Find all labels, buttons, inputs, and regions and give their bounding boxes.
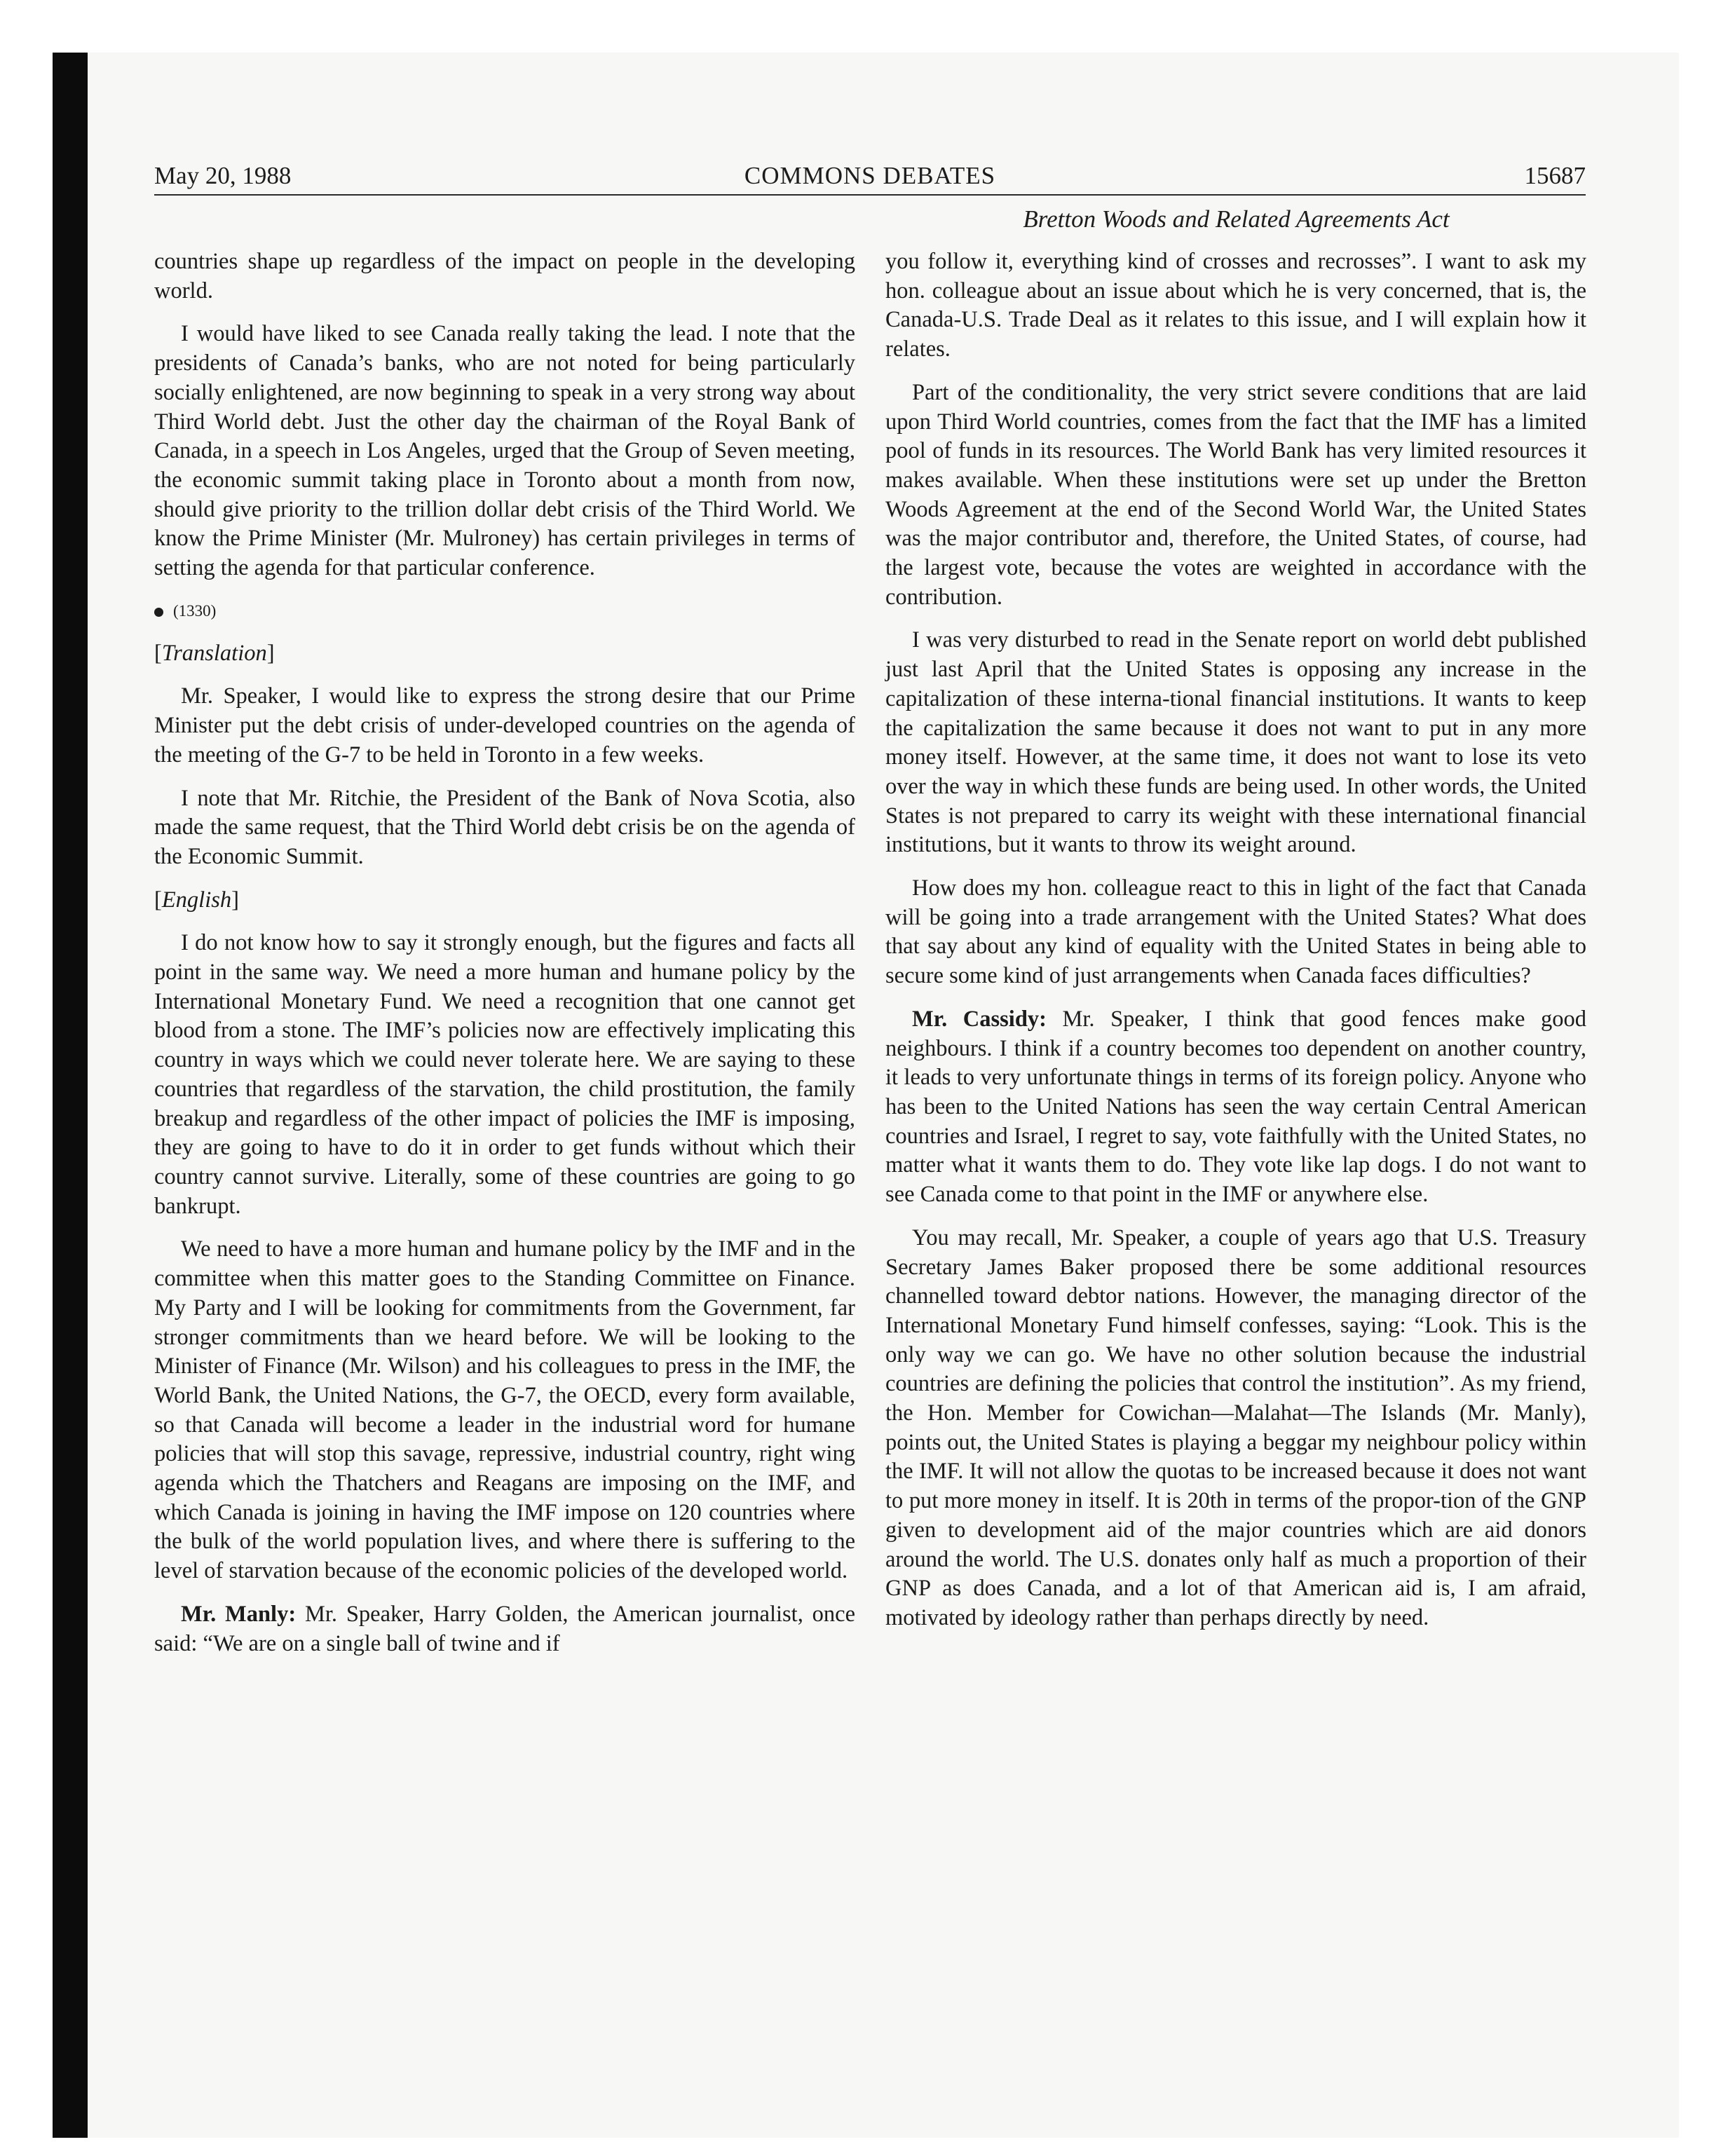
speech-paragraph	[154, 1600, 855, 1658]
paragraph: You may recall, Mr. Speaker, a couple of years ago that U.S. Treasury Secretary James Baker proposed there be some additional resources channelled toward debtor nations. However, the managing director of the International Monetary Fund himself confesses, saying: “Look. This is the only way we can go. We have no other solution because the industrial countries are defining the policies that control the institution”. As my friend, the Hon. Member for Cowichan—Malahat—The Islands (Mr. Manly), points out, the United States is playing a beggar my neighbour policy within the IMF. It will not allow the quotas to be increased because it does not want to put more money in itself. It is 20th in terms of the propor-tion of the GNP given to development aid of the major countries which are aid donors around the world. The U.S. donates only half as much a proportion of their GNP as does Canada, and a lot of that American aid is, I am afraid, motivated by ideology rather than perhaps directly by need.	[885, 1224, 1586, 1630]
paragraph: Mr. Speaker, I would like to express the strong desire that our Prime Minister put the debt crisis of under-developed countries on the agenda of the meeting of the G-7 to be held in Toronto in a few weeks.	[154, 683, 855, 767]
page-header	[154, 158, 1586, 196]
paragraph: We need to have a more human and humane policy by the IMF and in the committee when this matter goes to the Standing Committee on Finance. My Party and I will be looking for commitments from the Government, far stronger commitments than we heard before. We will be looking to the Minister of Finance (Mr. Wilson) and his colleagues to press in the IMF, the World Bank, the United Nations, the G-7, the OECD, every form available, so that Canada will become a leader in the industrial word for humane policies that will stop this savage, repressive, industrial country, right wing agenda which the Thatchers and Reagans are imposing on the IMF, and which Canada is joining in having the IMF impose on 120 countries where the bulk of the world population lives, and where there is suffering to the level of starvation because of the economic policies of the developed world.	[154, 1236, 855, 1584]
language-label-text: Translation	[161, 640, 267, 666]
paragraph: How does my hon. colleague react to this in light of the fact that Canada will be going into a trade arrangement with the United States? What does that say about any kind of equality with the United States in being able to secure some kind of just arrangements when Canada faces difficulties?	[885, 875, 1586, 989]
time-marker	[154, 597, 855, 625]
paragraph: Part of the conditionality, the very strict severe conditions that are laid upon Third World countries, comes from the fact that the IMF has a limited pool of funds in its resources. The World Bank has very limited resources it makes available. When these institutions were set up under the Bretton Woods Agreement at the end of the Second World War, the United States was the major contributor and, therefore, the United States, of course, had the largest vote, because the votes are weighted in accordance with the contribution.	[885, 379, 1586, 610]
running-title: Bretton Woods and Related Agreements Act	[1023, 205, 1450, 233]
speech-text: Mr. Speaker, Harry Golden, the American journalist, once said: “We are on a single ball of twine and if	[154, 1601, 855, 1656]
language-label-text: English	[161, 887, 232, 913]
right-column	[885, 247, 1586, 1647]
document-page	[88, 53, 1679, 2138]
header-publication-title: COMMONS DEBATES	[744, 162, 996, 189]
header-page-number: 15687	[1524, 162, 1586, 189]
paragraph: I would have liked to see Canada really taking the lead. I note that the presidents of Canada’s banks, who are not noted for being particularly socially enlightened, are now beginning to speak in a very strong way about Third World debt. Just the other day the chairman of the Royal Bank of Canada, in a speech in Los Angeles, urged that the Group of Seven meeting, the economic summit taking place in Toronto about a month from now, should give priority to the trillion dollar debt crisis of the Third World. We know the Prime Minister (Mr. Mulroney) has certain privileges in terms of setting the agenda for that particular conference.	[154, 321, 855, 581]
language-label-translation: [Translation]	[154, 640, 275, 666]
paragraph: I was very disturbed to read in the Senate report on world debt published just last April that the United States is opposing any increase in the capitalization of these interna-tional financial institutions. It wants to keep the capitalization the same because it does not want to put in any more money itself. However, at the same time, it does not want to lose its veto over the way in which these funds are being used. In other words, the United States is not prepared to carry its weight with these international financial institutions, but it wants to throw its weight around.	[885, 627, 1586, 858]
speech-paragraph	[885, 1005, 1586, 1210]
time-marker-text: (1330)	[173, 601, 217, 620]
paragraph: I do not know how to say it strongly enough, but the figures and facts all point in the same way. We need a more human and humane policy by the International Monetary Fund. We need a recognition that one cannot get blood from a stone. The IMF’s policies now are effectively implicating this country in ways which we could never tolerate here. We are saying to these countries that regardless of the starvation, the child prostitution, the family breakup and regardless of the other impact of policies the IMF is imposing, they are going to have to do it in order to get funds without which their country cannot survive. Literally, some of these countries are going to go bankrupt.	[154, 930, 855, 1219]
paragraph: I note that Mr. Ritchie, the President of the Bank of Nova Scotia, also made the same request, that the Third World debt crisis be on the agenda of the Economic Summit.	[154, 785, 855, 869]
speech-text: Mr. Speaker, I think that good fences make good neighbours. I think if a country becomes too dependent on another country, it leads to very unfortunate things in terms of its foreign policy. Anyone who has been to the United Nations has seen the way certain Central American countries and Israel, I regret to say, vote faithfully with the United States, no matter what it wants them to do. They vote like lap dogs. I do not want to see Canada come to that point in the IMF or anywhere else.	[885, 1006, 1586, 1208]
speaker-name: Mr. Cassidy:	[912, 1006, 1047, 1032]
paragraph: you follow it, everything kind of crosses and recrosses”. I want to ask my hon. colleague about an issue about which he is very concerned, that is, the Canada-U.S. Trade Deal as it relates to this issue, and I will explain how it relates.	[885, 249, 1586, 362]
paragraph: countries shape up regardless of the impact on people in the developing world.	[154, 249, 855, 303]
language-label-english: [English]	[154, 887, 239, 913]
header-date: May 20, 1988	[154, 162, 292, 189]
speaker-name: Mr. Manly:	[181, 1601, 297, 1627]
bullet-icon	[154, 608, 163, 617]
left-column	[154, 247, 855, 1672]
scan-binding-edge	[53, 53, 88, 2138]
